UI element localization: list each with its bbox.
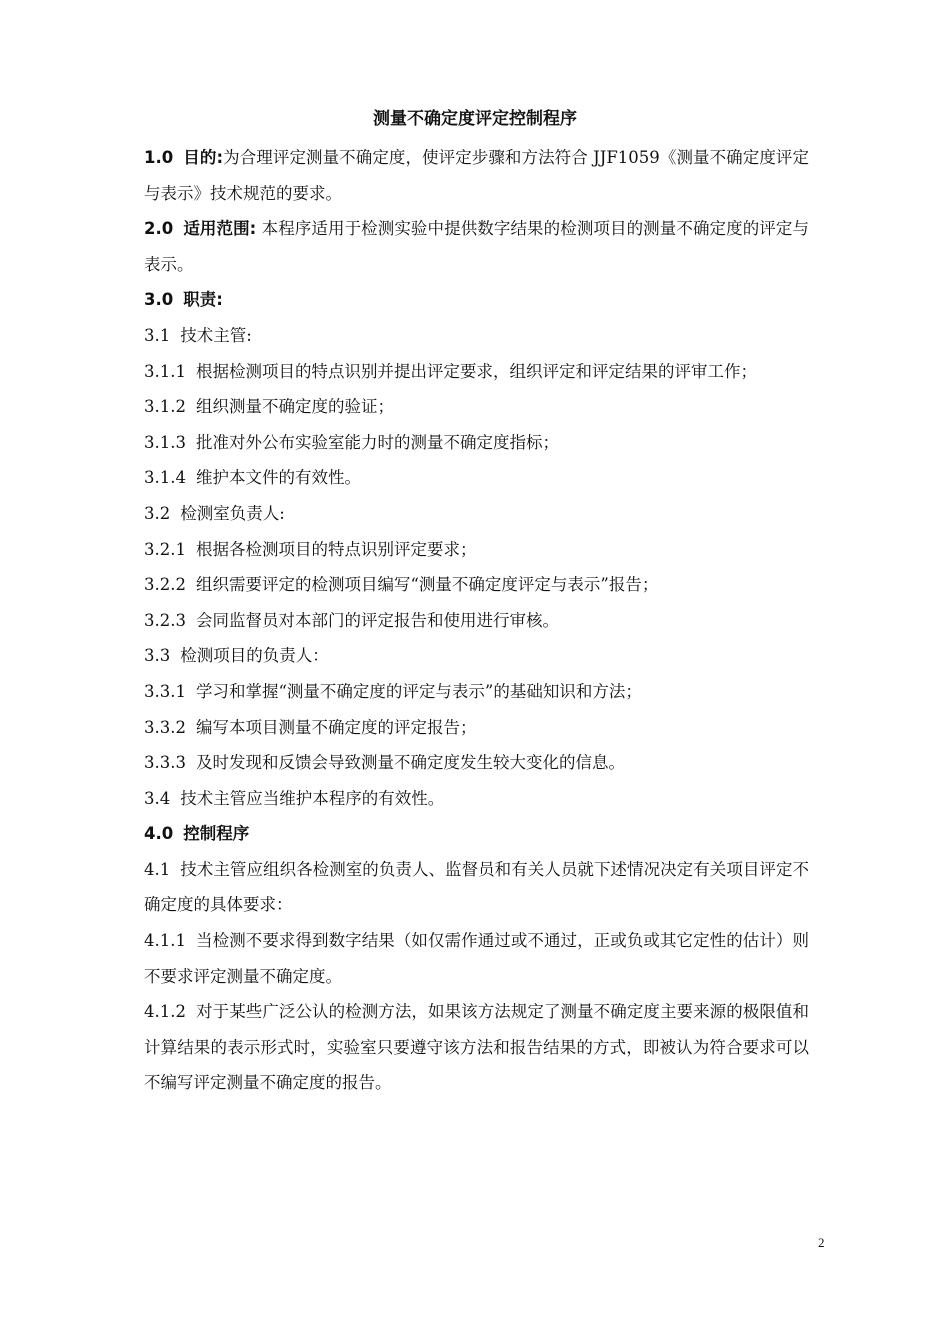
clause-3-1-1 xyxy=(144,354,809,390)
clause-number: 3.2 xyxy=(144,503,171,523)
clause-number: 3.3 xyxy=(144,646,171,666)
clause-number: 3.1.4 xyxy=(144,468,186,488)
clause-number: 4.1 xyxy=(144,859,171,879)
clause-number: 3.1.1 xyxy=(144,361,186,381)
clause-number: 3.2.2 xyxy=(144,575,186,595)
section-heading: 职责: xyxy=(183,290,223,310)
clause-number: 3.1.3 xyxy=(144,432,186,452)
page-number: 2 xyxy=(818,1235,825,1250)
clause-number: 3.2.1 xyxy=(144,539,186,559)
section-number: 2.0 xyxy=(144,219,174,239)
clause-text: 编写本项目测量不确定度的评定报告； xyxy=(195,717,477,737)
clause-3-2-3 xyxy=(144,603,809,639)
clause-number: 4.1.2 xyxy=(144,1002,186,1022)
clause-3-2-2 xyxy=(144,567,809,603)
section-text: 本程序适用于检测实验中提供数字结果的检测项目的测量不确定度的评定与表示。 xyxy=(144,219,809,274)
document-title: 测量不确定度评定控制程序 xyxy=(373,109,577,129)
section-number: 1.0 xyxy=(144,148,174,167)
clause-text: 对于某些广泛公认的检测方法，如果该方法规定了测量不确定度主要来源的极限值和计算结果的表示形式时，实验室只要遵守该方法和报告结果的方式，即被认为符合要求可以不编写评定测量不确定度的报告。 xyxy=(144,1002,809,1093)
section-heading: 控制程序 xyxy=(183,824,250,844)
clause-number: 3.1.2 xyxy=(144,397,186,417)
clause-text: 维护本文件的有效性。 xyxy=(195,468,361,488)
section-2 xyxy=(144,211,809,282)
clause-text: 技术主管应当维护本程序的有效性。 xyxy=(180,788,445,808)
section-number: 4.0 xyxy=(144,824,174,844)
clause-text: 技术主管应组织各检测室的负责人、监督员和有关人员就下述情况决定有关项目评定不确定度的具体要求： xyxy=(144,859,809,915)
clause-4-1 xyxy=(144,852,809,923)
clause-text: 学习和掌握“测量不确定度的评定与表示”的基础知识和方法； xyxy=(195,681,642,701)
section-4 xyxy=(144,816,809,852)
clause-text: 根据检测项目的特点识别并提出评定要求，组织评定和评定结果的评审工作； xyxy=(195,361,757,381)
clause-text: 技术主管: xyxy=(180,325,252,345)
clause-3-3-1 xyxy=(144,674,809,710)
clause-3-2-1 xyxy=(144,532,809,568)
section-text: 为合理评定测量不确定度，使评定步骤和方法符合 JJF1059《测量不确定度评定与表示》技术规范的要求。 xyxy=(144,148,809,203)
clause-number: 3.3.3 xyxy=(144,753,186,773)
clause-number: 4.1.1 xyxy=(144,931,186,951)
section-number: 3.0 xyxy=(144,290,174,310)
clause-3-1-3 xyxy=(144,425,809,461)
clause-text: 及时发现和反馈会导致测量不确定度发生较大变化的信息。 xyxy=(195,753,625,773)
clause-3-3-3 xyxy=(144,745,809,781)
clause-3-1-2 xyxy=(144,389,809,425)
clause-3-3-2 xyxy=(144,710,809,746)
clause-number: 3.3.1 xyxy=(144,681,186,701)
clause-3-4 xyxy=(144,781,809,817)
section-3 xyxy=(144,282,809,318)
clause-text: 组织测量不确定度的验证； xyxy=(195,397,394,417)
clause-number: 3.4 xyxy=(144,788,171,808)
section-heading: 目的: xyxy=(183,148,224,167)
clause-text: 批准对外公布实验室能力时的测量不确定度指标； xyxy=(195,432,559,452)
document-body xyxy=(144,140,809,1101)
clause-3-1-4 xyxy=(144,460,809,496)
section-heading: 适用范围: xyxy=(183,219,257,239)
clause-3-1 xyxy=(144,318,809,354)
clause-number: 3.2.3 xyxy=(144,610,186,630)
clause-number: 3.3.2 xyxy=(144,717,186,737)
clause-text: 会同监督员对本部门的评定报告和使用进行审核。 xyxy=(195,610,559,630)
clause-4-1-2 xyxy=(144,994,809,1101)
clause-text: 组织需要评定的检测项目编写“测量不确定度评定与表示”报告； xyxy=(195,575,659,595)
clause-text: 检测项目的负责人： xyxy=(180,646,329,666)
clause-text: 检测室负责人: xyxy=(180,503,285,523)
clause-text: 根据各检测项目的特点识别评定要求； xyxy=(195,539,477,559)
section-1 xyxy=(144,140,809,211)
clause-4-1-1 xyxy=(144,923,809,994)
clause-text: 当检测不要求得到数字结果（如仅需作通过或不通过，正或负或其它定性的估计）则不要求评定测量不确定度。 xyxy=(144,931,809,986)
clause-number: 3.1 xyxy=(144,325,171,345)
clause-3-3 xyxy=(144,638,809,674)
clause-3-2 xyxy=(144,496,809,532)
